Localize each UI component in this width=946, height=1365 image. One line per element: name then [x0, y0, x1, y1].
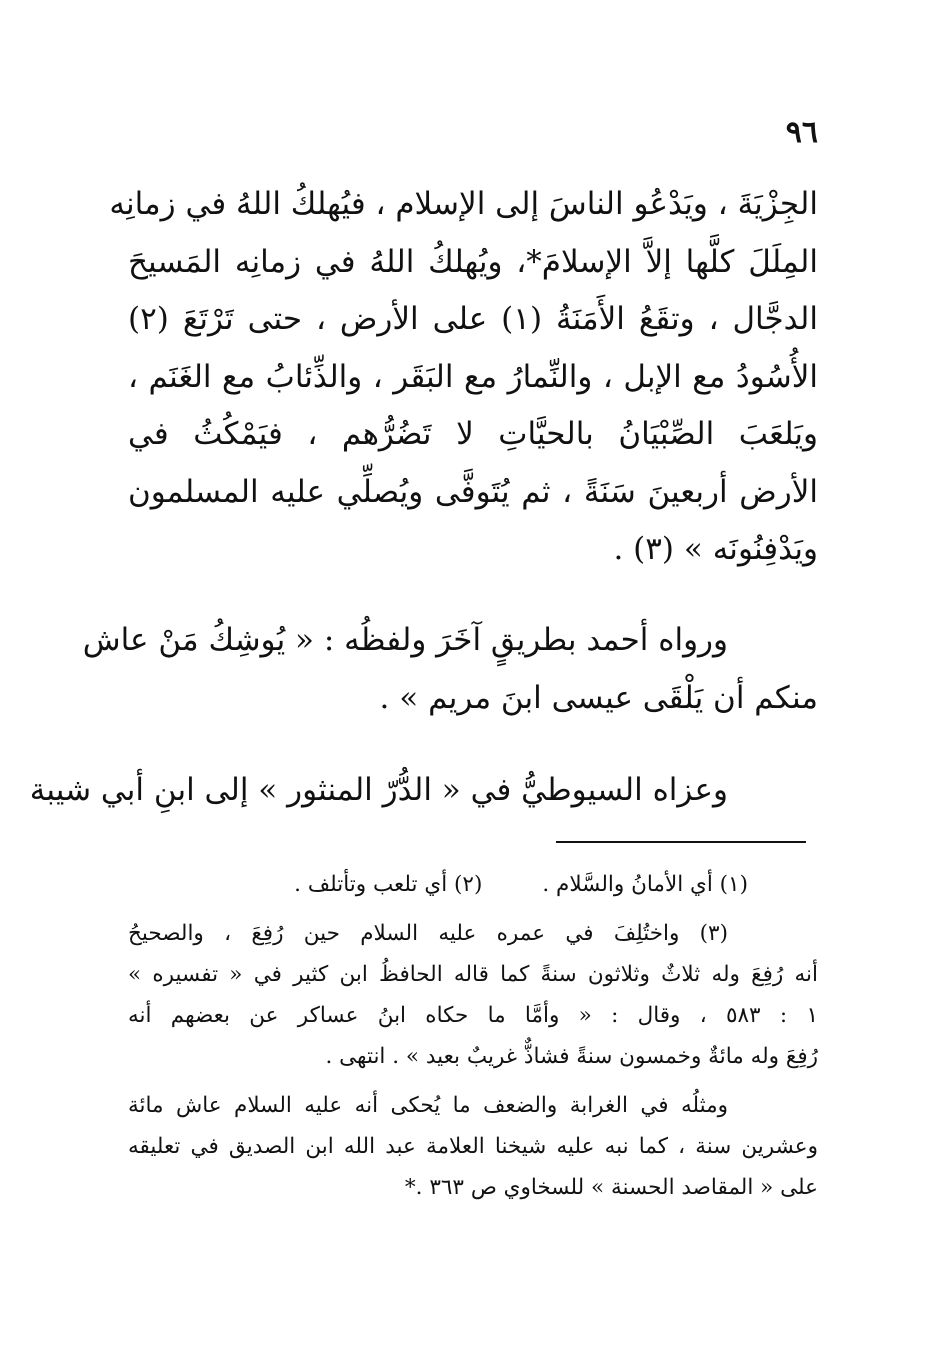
footnote-inline-row: [128, 864, 818, 905]
page-number: ٩٦: [785, 115, 818, 150]
ahmad-narration-paragraph: [82, 612, 818, 727]
footnotes: [128, 864, 818, 1216]
paragraph-line: منكم أن يَلْقَى عيسى ابنَ مريم » .: [379, 679, 818, 716]
main-line: الدجَّال ، وتقَعُ الأَمَنَةُ (١) على الأرض ، حتى تَرْتَعَ (٢): [128, 301, 818, 337]
footnote-1-2: [128, 864, 818, 905]
suyuti-attribution-paragraph: [29, 762, 818, 820]
footnote-line: أنه رُفِعَ وله ثلاثٌ وثلاثون سنةً كما قاله الحافظُ ابن كثير في « تفسيره »: [128, 962, 818, 987]
footnote-3: [128, 913, 818, 1077]
main-line: ويَدْفِنُونَه » (٣) .: [613, 531, 818, 567]
main-line: الأرض أربعينَ سَنَةً ، ثم يُتَوفَّى ويُصلِّي عليه المسلمون: [128, 473, 818, 510]
footnote-1: (١) أي الأمانُ والسَّلام .: [542, 872, 748, 897]
footnote-continuation: [128, 1085, 818, 1208]
footnote-2: (٢) أي تلعب وتأتلف .: [294, 872, 483, 897]
footnote-separator: [556, 841, 806, 843]
paragraph-line: ورواه أحمد بطريقٍ آخَرَ ولفظُه : « يُوشِكُ مَنْ عاش: [82, 622, 728, 658]
main-paragraph: [109, 176, 818, 579]
main-line: الجِزْيَةَ ، ويَدْعُو الناسَ إلى الإسلام ، فيُهلكُ اللهُ في زمانِه: [109, 186, 818, 222]
footnote-line: وعشرين سنة ، كما نبه عليه شيخنا العلامة عبد الله ابن الصديق في تعليقه: [128, 1134, 818, 1159]
main-line: ويَلعَبَ الصِّبْيَانُ بالحيَّاتِ لا تَضُرُّهم ، فيَمْكُثُ في: [128, 416, 818, 452]
footnote-line: (٣) واختُلِفَ في عمره عليه السلام حين رُفِعَ ، والصحيحُ: [128, 921, 728, 946]
paragraph-line: وعزاه السيوطيُّ في « الدُّرّ المنثور » إلى ابنِ أبي شيبة: [29, 772, 728, 808]
footnote-line: على « المقاصد الحسنة » للسخاوي ص ٣٦٣ .*: [404, 1175, 818, 1200]
main-line: الأُسُودُ مع الإبل ، والنِّمارُ مع البَقَر ، والذِّئابُ مع الغَنَم ،: [128, 358, 818, 395]
footnote-line: رُفِعَ وله مائةٌ وخمسون سنةً فشاذٌّ غريبٌ بعيد » . انتهى .: [325, 1044, 818, 1069]
footnote-line: ومثلُه في الغرابة والضعف ما يُحكى أنه عليه السلام عاش مائة: [128, 1093, 728, 1118]
main-line: المِلَلَ كلَّها إلاَّ الإسلامَ*، ويُهلكُ اللهُ في زمانِه المَسيحَ: [128, 243, 818, 280]
footnote-line: ١ : ٥٨٣ ، وقال : « وأمَّا ما حكاه ابنُ عساكر عن بعضهم أنه: [128, 1003, 818, 1028]
